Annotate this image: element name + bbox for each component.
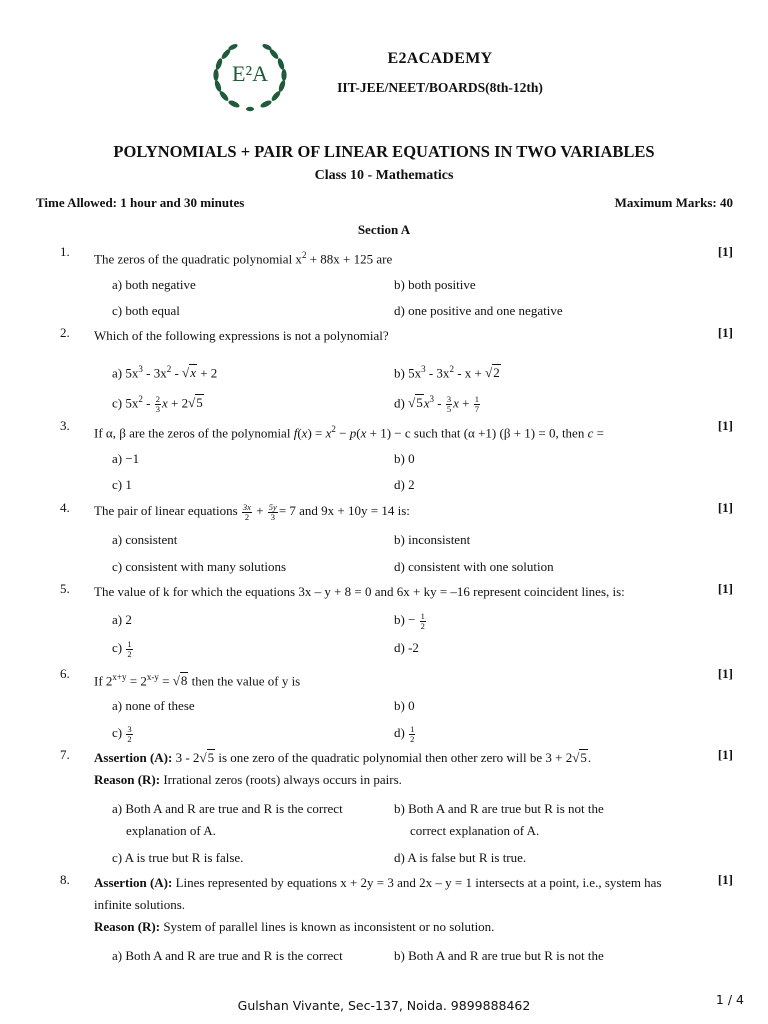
section-heading: Section A (357, 222, 411, 237)
question-number: 1. (60, 244, 70, 259)
option-a[interactable]: a) Both A and R are true and R is the correct (112, 948, 343, 963)
option-a[interactable]: a) none of these (112, 698, 195, 713)
question-text: The value of k for which the equations 3x – y + 8 = 0 and 6x + ky = –16 represent coincident lines, is: (94, 584, 625, 599)
option-c[interactable]: c) $5x^2$ - $\frac{2}{3}$ x + 2√5 (112, 393, 203, 414)
question-number: 7. (60, 747, 70, 762)
question-number: 2. (60, 325, 70, 340)
option-b[interactable]: b) 0 (394, 698, 415, 713)
question-marks: [1] (717, 500, 733, 515)
question-marks: [1] (717, 581, 733, 596)
option-a-continued[interactable]: explanation of A. (126, 823, 216, 838)
question-text: If α, β are the zeros of the polynomial $f(x) = x^2 - p(x + 1) - c$ such that (α +1) (β + 1) = 0, then c = (94, 424, 604, 441)
option-c[interactable]: c) A is true but R is false. (112, 850, 244, 865)
reason-text (94, 916, 704, 938)
option-c[interactable]: c) $\frac{1}{2}$ (112, 638, 132, 659)
assertion-continued: infinite solutions. (94, 897, 185, 912)
option-a[interactable]: a) −1 (112, 451, 140, 466)
question-text: The pair of linear equations $\frac{3x}{2}$ + $\frac{5y}{3}$ = 7 and 9x + 10y = 14 is: (94, 501, 410, 522)
option-d[interactable]: d) -2 (394, 640, 419, 655)
question-marks: [1] (717, 244, 733, 259)
question-number: 5. (60, 581, 70, 596)
option-b[interactable]: b) inconsistent (394, 532, 471, 547)
option-d[interactable]: d) A is false but R is true. (394, 850, 527, 865)
option-c[interactable]: c) consistent with many solutions (112, 559, 287, 574)
footer-address: Gulshan Vivante, Sec-137, Noida. 9899888462 (237, 998, 531, 1013)
question-number: 4. (60, 500, 70, 515)
option-d[interactable]: d) one positive and one negative (394, 303, 563, 318)
option-b[interactable]: b) 0 (394, 451, 415, 466)
question-marks: [1] (717, 872, 733, 887)
option-a[interactable]: a) $5x^3 - 3x^2 - √x + 2$ (112, 364, 218, 381)
page-number: 1 / 4 (715, 992, 744, 1007)
option-d[interactable]: d) $√5x^3$ - $\frac{3}{5}$ x + $\frac{1}{7}$ (394, 393, 479, 414)
reason-body: Irrational zeros (roots) always occurs in pairs. (163, 772, 402, 787)
assertion-body: Lines represented by equations x + 2y = 3 and 2x – y = 1 intersects at a point, i.e., system has (175, 875, 662, 890)
maximum-marks: Maximum Marks: 40 (614, 195, 733, 210)
paper-subtitle: Class 10 - Mathematics (314, 168, 454, 183)
assertion-text: Assertion (A): 3 - 2√5 is one zero of the quadratic polynomial then other zero will be 3 + 2√5. (94, 750, 592, 765)
option-a[interactable]: a) Both A and R are true and R is the correct (112, 801, 343, 816)
option-a[interactable]: a) 2 (112, 612, 132, 627)
option-a[interactable]: a) consistent (112, 532, 178, 547)
option-c[interactable]: c) both equal (112, 303, 180, 318)
question-marks: [1] (717, 747, 733, 762)
reason-body: System of parallel lines is known as inconsistent or no solution. (163, 919, 495, 934)
option-b[interactable]: b) Both A and R are true but R is not the (394, 801, 604, 816)
option-b[interactable]: b) − $\frac{1}{2}$ (394, 610, 425, 631)
logo-text: E²A (232, 61, 268, 86)
option-b[interactable]: b) both positive (394, 277, 476, 292)
option-d[interactable]: d) 2 (394, 477, 415, 492)
question-marks: [1] (717, 418, 733, 433)
question-text: If $2^{x+y} = 2^{x-y} = √8$ then the value of y is (94, 672, 301, 689)
question-text: Which of the following expressions is not a polynomial? (94, 328, 389, 343)
question-text: The zeros of the quadratic polynomial $x^2 + 88x + 125$ are (94, 250, 393, 267)
question-marks: [1] (717, 666, 733, 681)
option-b[interactable]: b) $5x^3 - 3x^2 - x + √2$ (394, 364, 500, 381)
reason-label: Reason (R): (94, 772, 161, 787)
assertion-label: Assertion (A): (94, 750, 173, 765)
option-c[interactable]: c) $\frac{3}{2}$ (112, 723, 132, 744)
laurel-wreath-icon (208, 34, 292, 114)
option-d[interactable]: d) consistent with one solution (394, 559, 554, 574)
time-allowed: Time Allowed: 1 hour and 30 minutes (36, 195, 245, 210)
academy-name: E2ACADEMY (387, 50, 493, 67)
option-d[interactable]: d) $\frac{1}{2}$ (394, 723, 415, 744)
reason-label: Reason (R): (94, 919, 161, 934)
reason-text (94, 769, 704, 791)
option-a[interactable]: a) both negative (112, 277, 196, 292)
question-number: 3. (60, 418, 70, 433)
question-marks: [1] (717, 325, 733, 340)
option-c[interactable]: c) 1 (112, 477, 132, 492)
assertion-label: Assertion (A): (94, 875, 173, 890)
assertion-text (94, 872, 704, 894)
option-b-continued[interactable]: correct explanation of A. (410, 823, 540, 838)
paper-title: POLYNOMIALS + PAIR OF LINEAR EQUATIONS IN TWO VARIABLES (113, 142, 655, 161)
question-number: 6. (60, 666, 70, 681)
academy-logo (208, 34, 292, 114)
option-b[interactable]: b) Both A and R are true but R is not the (394, 948, 604, 963)
academy-tagline: IIT-JEE/NEET/BOARDS(8th-12th) (337, 80, 543, 95)
question-number: 8. (60, 872, 70, 887)
